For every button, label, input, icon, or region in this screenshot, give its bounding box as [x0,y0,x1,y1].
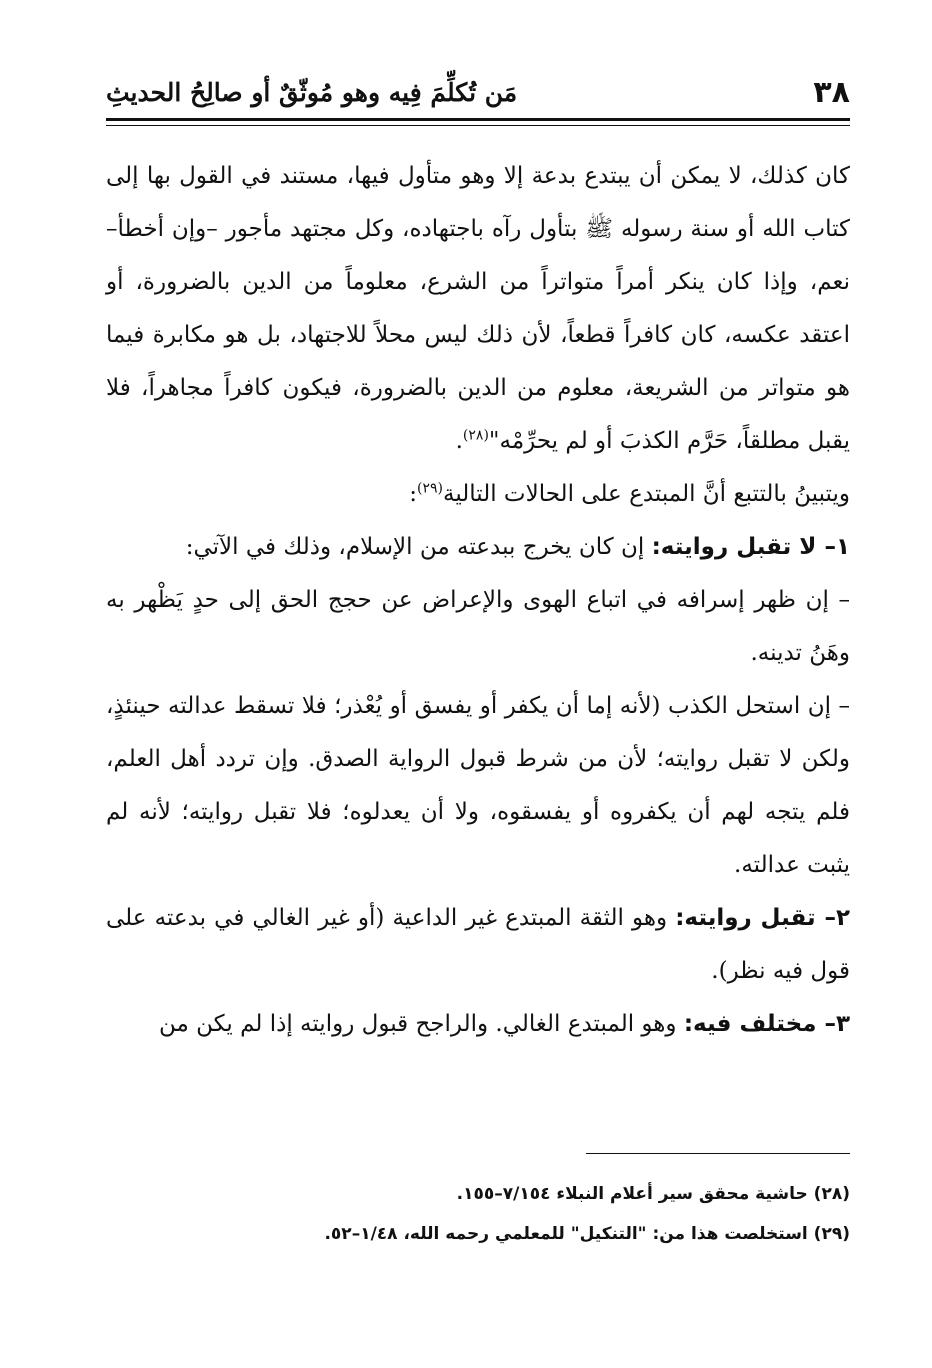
footnote-29: (٢٩) استخلصت هذا من: "التنكيل" للمعلمي رحمه الله، ١/٤٨–٥٢. [324,1224,850,1244]
quote-end: . [455,428,463,454]
list-item-3 [106,998,850,1051]
header-rule-thin [106,125,850,126]
footnote-28: (٢٨) حاشية محقق سير أعلام النبلاء ٧/١٥٤–١٥٥. [456,1184,850,1204]
dash-item-2: – إن استحل الكذب (لأنه إما أن يكفر أو يفسق أو يُعْذر؛ فلا تسقط عدالته حينئذٍ، ولكن لا تقبل روايته؛ لأن من شرط قبول الرواية الصدق. وإن تردد أهل العلم، فلم يتجه لهم أن يكفروه أو يفسقوه، ولا أن يعدلوه؛ فلا تقبل روايته؛ لأنه لم يثبت عدالته. [106,693,850,878]
list-item-2-text: وهو الثقة المبتدع غير الداعية (أو غير الغالي في بدعته على قول فيه نظر). [106,905,850,984]
intro-end: : [409,481,418,507]
quote-text: كان كذلك، لا يمكن أن يبتدع بدعة إلا وهو متأول فيها، مستند في القول بها إلى كتاب الله أو سنة رسوله ﷺ بتأول رآه باجتهاده، وكل مجتهد مأجور –وإن أخطأ– نعم، وإذا كان ينكر أمراً متواتراً من الشرع، معلوماً من الدين بالضرورة، أو اعتقد عكسه، كان كافراً قطعاً، لأن ذلك ليس محلاً للاجتهاد، بل هو مكابرة فيما هو متواتر من الشريعة، معلوم من الدين بالضرورة، فيكون كافراً مجاهراً، فلا يقبل مطلقاً، حَرَّم الكذبَ أو لم يحرِّمْه" [106,163,850,454]
intro-text: ويتبينُ بالتتبع أنَّ المبتدع على الحالات التالية [443,481,850,507]
footnote-ref-28: (٢٨) [462,427,489,444]
list-item-1 [106,521,850,574]
header-rule-thick [106,118,850,121]
footnote-separator [586,1153,850,1154]
running-title: مَن تُكلِّمَ فِيه وهو مُوثّقٌ أو صالِحُ الحديثِ [106,77,518,107]
footnotes [106,1174,850,1254]
list-item-1-text: إن كان يخرج ببدعته من الإسلام، وذلك في الآتي: [185,534,652,560]
list-item-3-label: ٣– مختلف فيه: [683,1011,850,1037]
list-item-2 [106,892,850,998]
footnote-ref-29: (٢٩) [417,480,443,497]
main-text [106,150,850,1051]
page-header [106,70,850,114]
page-number: ٣٨ [813,74,850,110]
list-item-2-label: ٢– تقبل روايته: [675,905,850,931]
dash-item-1: – إن ظهر إسرافه في اتباع الهوى والإعراض عن حجج الحق إلى حدٍ يَظْهر به وهَنُ تدينه. [106,587,850,666]
intro-paragraph [106,468,850,521]
quoted-paragraph [106,150,850,468]
list-item-1-label: ١– لا تقبل روايته: [651,534,850,560]
list-item-3-text: وهو المبتدع الغالي. والراجح قبول روايته إذا لم يكن من [159,1011,684,1037]
